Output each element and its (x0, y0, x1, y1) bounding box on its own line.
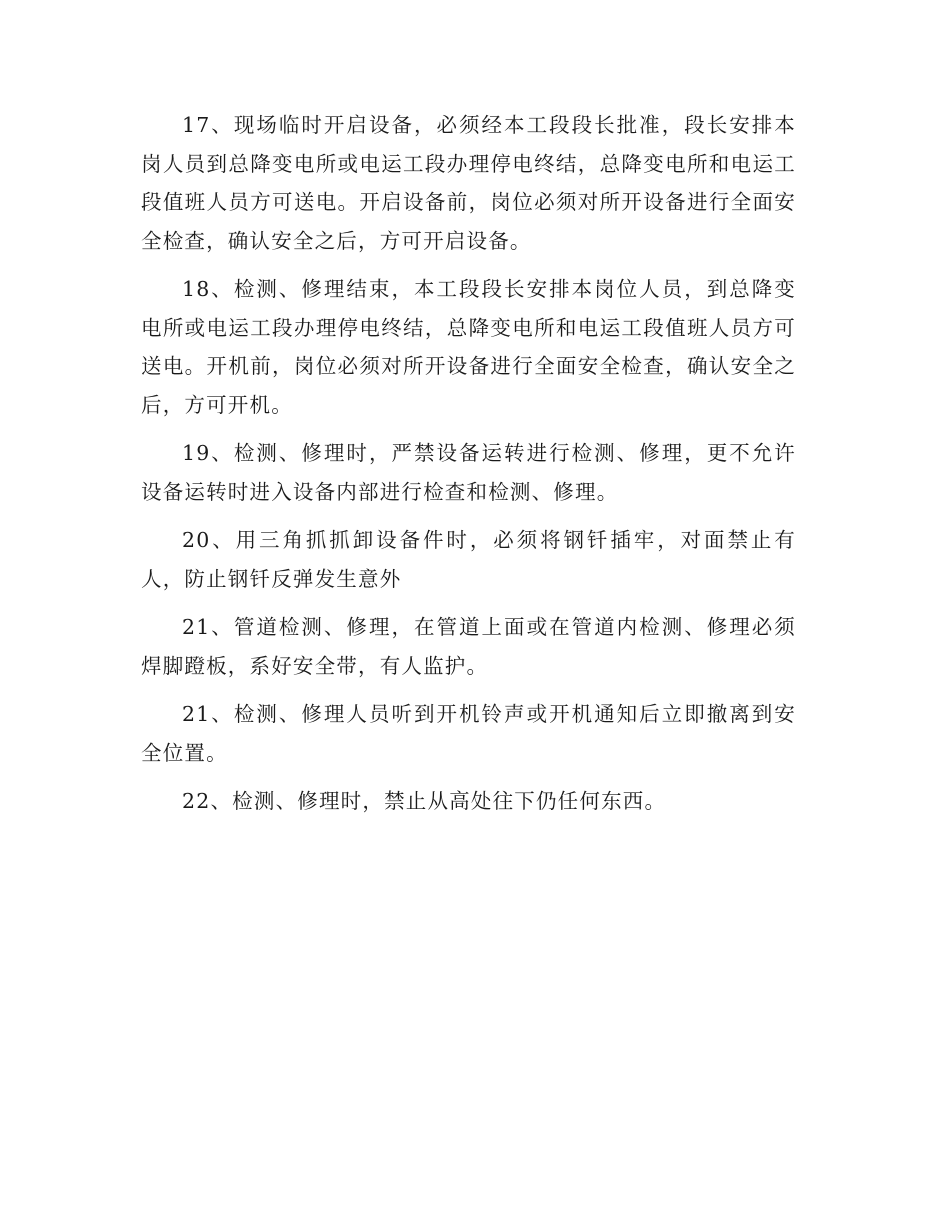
paragraph-21-pipeline: 21、管道检测、修理，在管道上面或在管道内检测、修理必须焊脚蹬板，系好安全带，有人监护。 (141, 615, 796, 678)
paragraph-21-evacuate: 21、检测、修理人员听到开机铃声或开机通知后立即撤离到安全位置。 (141, 702, 796, 765)
paragraph-18: 18、检测、修理结束，本工段段长安排本岗位人员，到总降变电所或电运工段办理停电终结，总降变电所和电运工段值班人员方可送电。开机前，岗位必须对所开设备进行全面安全检查，确认安全之后，方可开机。 (141, 277, 796, 417)
paragraph-22: 22、检测、修理时，禁止从高处往下仍任何东西。 (182, 789, 667, 813)
document-body (141, 106, 796, 831)
paragraph-19: 19、检测、修理时，严禁设备运转进行检测、修理，更不允许设备运转时进入设备内部进行检查和检测、修理。 (141, 441, 796, 504)
paragraph-20: 20、用三角抓抓卸设备件时，必须将钢钎插牢，对面禁止有人，防止钢钎反弹发生意外 (141, 528, 796, 591)
paragraph-17: 17、现场临时开启设备，必须经本工段段长批准，段长安排本岗人员到总降变电所或电运工段办理停电终结，总降变电所和电运工段值班人员方可送电。开启设备前，岗位必须对所开设备进行全面安全检查，确认安全之后，方可开启设备。 (141, 113, 796, 253)
